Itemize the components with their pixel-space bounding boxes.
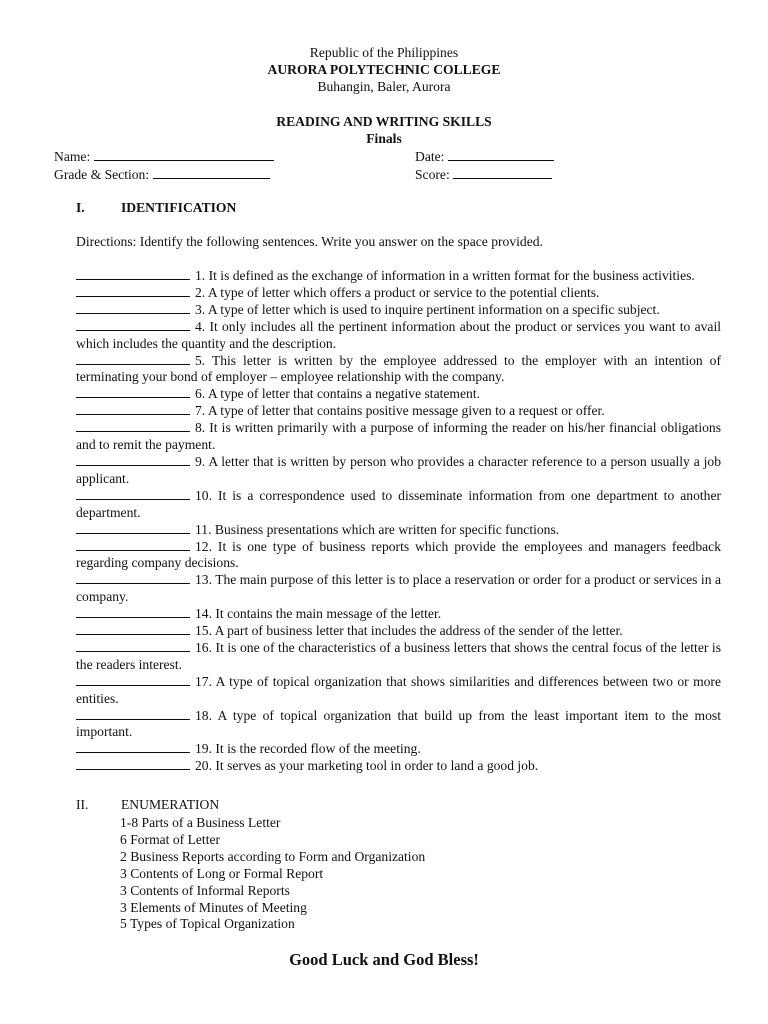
grade-section-blank[interactable] — [153, 166, 270, 179]
closing-message: Good Luck and God Bless! — [289, 950, 479, 969]
item-text: 4. It only includes all the pertinent information about the product or services you want to avail which includes the quantity and the description. — [76, 318, 721, 351]
identification-items — [76, 268, 721, 775]
identification-item — [76, 454, 721, 488]
grade-section-label: Grade & Section: — [54, 167, 150, 182]
item-text: 18. A type of topical organization that build up from the least important item to the most important. — [76, 707, 721, 740]
identification-item — [76, 420, 721, 454]
school-address: Buhangin, Baler, Aurora — [317, 78, 451, 94]
section-1-title: IDENTIFICATION — [121, 200, 237, 215]
exam-title-block — [0, 114, 768, 148]
subject-title: READING AND WRITING SKILLS — [276, 114, 492, 129]
item-text: 16. It is one of the characteristics of a business letters that shows the central focus of the letter is the readers interest. — [76, 639, 721, 672]
exam-term: Finals — [366, 130, 402, 146]
identification-item — [76, 285, 721, 302]
school-name: AURORA POLYTECHNIC COLLEGE — [267, 61, 501, 77]
item-text: 14. It contains the main message of the letter. — [195, 606, 442, 622]
answer-blank[interactable] — [76, 319, 190, 331]
item-text: 20. It serves as your marketing tool in order to land a good job. — [195, 758, 539, 774]
answer-blank[interactable] — [76, 353, 190, 365]
answer-blank[interactable] — [76, 708, 190, 720]
grade-section-field — [54, 166, 270, 184]
identification-item — [76, 319, 721, 353]
section-2-number: II. — [76, 797, 89, 812]
name-label: Name: — [54, 149, 91, 164]
item-text: 7. A type of letter that contains positive message given to a request or offer. — [195, 403, 605, 419]
answer-blank[interactable] — [76, 302, 190, 314]
answer-blank[interactable] — [76, 454, 190, 466]
enumeration-item: 3 Contents of Long or Formal Report — [120, 865, 324, 881]
identification-item — [76, 623, 721, 640]
identification-item — [76, 386, 721, 403]
identification-item — [76, 403, 721, 420]
section-1-heading — [76, 200, 236, 217]
item-text: 19. It is the recorded flow of the meeting. — [195, 741, 421, 757]
date-field — [415, 148, 554, 166]
identification-item — [76, 606, 721, 623]
country-line: Republic of the Philippines — [309, 45, 459, 60]
section-1-number: I. — [76, 200, 85, 215]
name-field — [54, 148, 274, 166]
item-text: 5. This letter is written by the employee addressed to the employer with an intention of terminating your bond of employer – employee relationship with the company. — [76, 352, 721, 385]
enumeration-list — [120, 815, 425, 933]
answer-blank[interactable] — [76, 386, 190, 398]
item-text: 11. Business presentations which are written for specific functions. — [195, 521, 560, 537]
answer-blank[interactable] — [76, 572, 190, 584]
answer-blank[interactable] — [76, 758, 190, 770]
item-text: 3. A type of letter which is used to inquire pertinent information on a specific subject. — [195, 301, 660, 317]
answer-blank[interactable] — [76, 268, 190, 280]
answer-blank[interactable] — [76, 488, 190, 500]
identification-item — [76, 741, 721, 758]
enumeration-item: 6 Format of Letter — [120, 831, 221, 847]
answer-blank[interactable] — [76, 640, 190, 652]
item-text: 1. It is defined as the exchange of information in a written format for the business activities. — [195, 268, 695, 283]
answer-blank[interactable] — [76, 623, 190, 635]
item-text: 15. A part of business letter that includes the address of the sender of the letter. — [195, 623, 623, 639]
identification-item — [76, 302, 721, 319]
section-2-heading — [76, 797, 219, 814]
identification-item — [76, 572, 721, 606]
identification-item — [76, 758, 721, 775]
identification-item — [76, 708, 721, 742]
item-text: 10. It is a correspondence used to disseminate information from one department to another department. — [76, 487, 721, 520]
item-text: 12. It is one type of business reports which provide the employees and managers feedback regarding company decisions. — [76, 538, 721, 571]
enumeration-item: 2 Business Reports according to Form and Organization — [120, 848, 426, 864]
identification-item — [76, 674, 721, 708]
date-blank[interactable] — [448, 148, 554, 161]
item-text: 9. A letter that is written by person who provides a character reference to a person usually a job applicant. — [76, 453, 721, 486]
answer-blank[interactable] — [76, 539, 190, 551]
item-text: 8. It is written primarily with a purpose of informing the reader on his/her financial obligations and to remit the payment. — [76, 420, 721, 453]
item-text: 2. A type of letter which offers a product or service to the potential clients. — [195, 284, 600, 300]
enumeration-item: 3 Contents of Informal Reports — [120, 882, 290, 898]
item-text: 13. The main purpose of this letter is to place a reservation or order for a product or services in a company. — [76, 572, 721, 605]
section-2-title: ENUMERATION — [121, 797, 220, 812]
identification-item — [76, 522, 721, 539]
score-blank[interactable] — [453, 166, 552, 179]
enumeration-item: 1-8 Parts of a Business Letter — [120, 815, 281, 830]
answer-blank[interactable] — [76, 285, 190, 297]
answer-blank[interactable] — [76, 674, 190, 686]
answer-blank[interactable] — [76, 741, 190, 753]
score-label: Score: — [415, 167, 450, 182]
item-text: 6. A type of letter that contains a negative statement. — [195, 386, 481, 402]
identification-item — [76, 353, 721, 387]
identification-item — [76, 640, 721, 674]
identification-item — [76, 488, 721, 522]
document-header — [0, 45, 768, 96]
identification-item — [76, 268, 721, 285]
name-blank[interactable] — [94, 148, 274, 161]
answer-blank[interactable] — [76, 606, 190, 618]
score-field — [415, 166, 552, 184]
item-text: 17. A type of topical organization that shows similarities and differences between two or more entities. — [76, 673, 721, 706]
directions-text: Directions: Identify the following sentences. Write you answer on the space provided. — [76, 234, 543, 249]
answer-blank[interactable] — [76, 420, 190, 432]
enumeration-item: 5 Types of Topical Organization — [120, 916, 295, 932]
date-label: Date: — [415, 149, 445, 164]
answer-blank[interactable] — [76, 403, 190, 415]
answer-blank[interactable] — [76, 522, 190, 534]
identification-item — [76, 539, 721, 573]
enumeration-item: 3 Elements of Minutes of Meeting — [120, 899, 307, 915]
